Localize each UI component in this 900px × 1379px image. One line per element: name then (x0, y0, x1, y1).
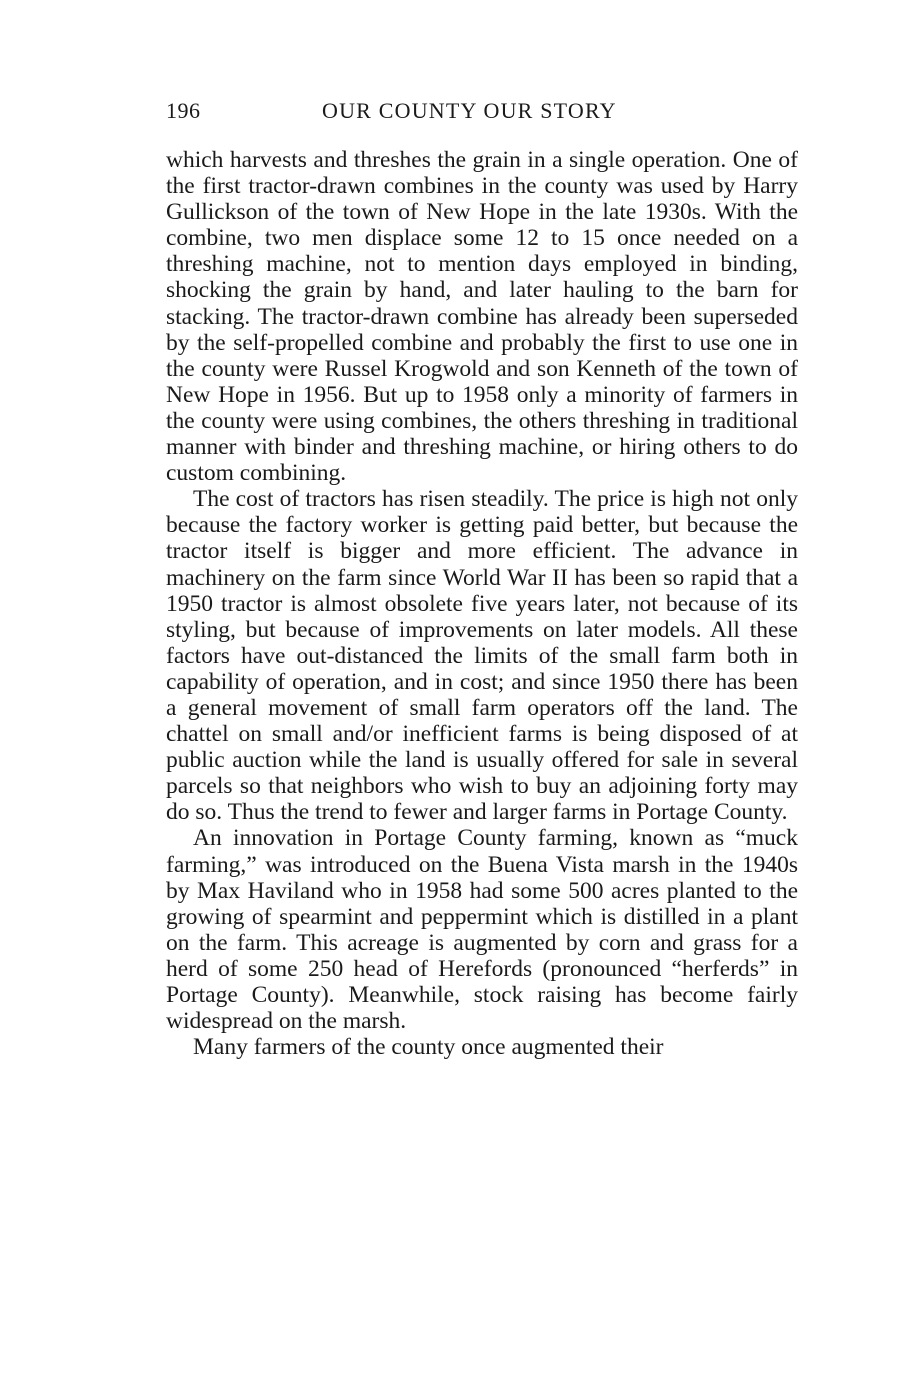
paragraph-augmented: Many farmers of the county once augmented their (193, 1034, 664, 1061)
paragraph-combines: which harvests and threshes the grain in a single operation. One of the first tractor-drawn combines in the county was used by Harry Gullickson of the town of New Hope in the late 1930s. With the combine, two men displace some 12 to 15 once needed on a threshing machine, not to mention days employed in binding, shocking the grain by hand, and later hauling to the barn for stacking. The tractor-drawn combine has already been superseded by the self-propelled combine and probably the first to use one in the county were Russel Krogwold and son Kenneth of the town of New Hope in 1956. But up to 1958 only a minority of farmers in the county were using combines, the others threshing in traditional manner with binder and threshing machine, or hiring others to do custom combining. (166, 147, 798, 487)
running-head (166, 98, 798, 130)
book-page (166, 98, 798, 1060)
paragraph-tractor-costs: The cost of tractors has risen steadily. The price is high not only because the factory worker is getting paid better, but because the tractor itself is bigger and more efficient. The advance in machinery on the farm since World War II has been so rapid that a 1950 tractor is almost obsolete five years later, not because of its styling, but because of improvements on later models. All these factors have out-distanced the limits of the small farm both in capability of operation, and in cost; and since 1950 there has been a general movement of small farm operators off the land. The chattel on small and/or inefficient farms is being disposed of at public auction while the land is usually offered for sale in several parcels so that neighbors who wish to buy an adjoining forty may do so. Thus the trend to fewer and larger farms in Portage County. (166, 486, 798, 826)
paragraph-muck-farming: An innovation in Portage County farming, known as “muck farming,” was introduced on the Buena Vista marsh in the 1940s by Max Haviland who in 1958 had some 500 acres planted to the growing of spearmint and peppermint which is distilled in a plant on the farm. This acreage is augmented by corn and grass for a herd of some 250 head of Herefords (pronounced “herferds” in Portage County). Meanwhile, stock raising has become fairly widespread on the marsh. (166, 825, 798, 1035)
running-title: OUR COUNTY OUR STORY (322, 98, 617, 123)
body-text (166, 147, 798, 1060)
page-number: 196 (166, 98, 201, 123)
